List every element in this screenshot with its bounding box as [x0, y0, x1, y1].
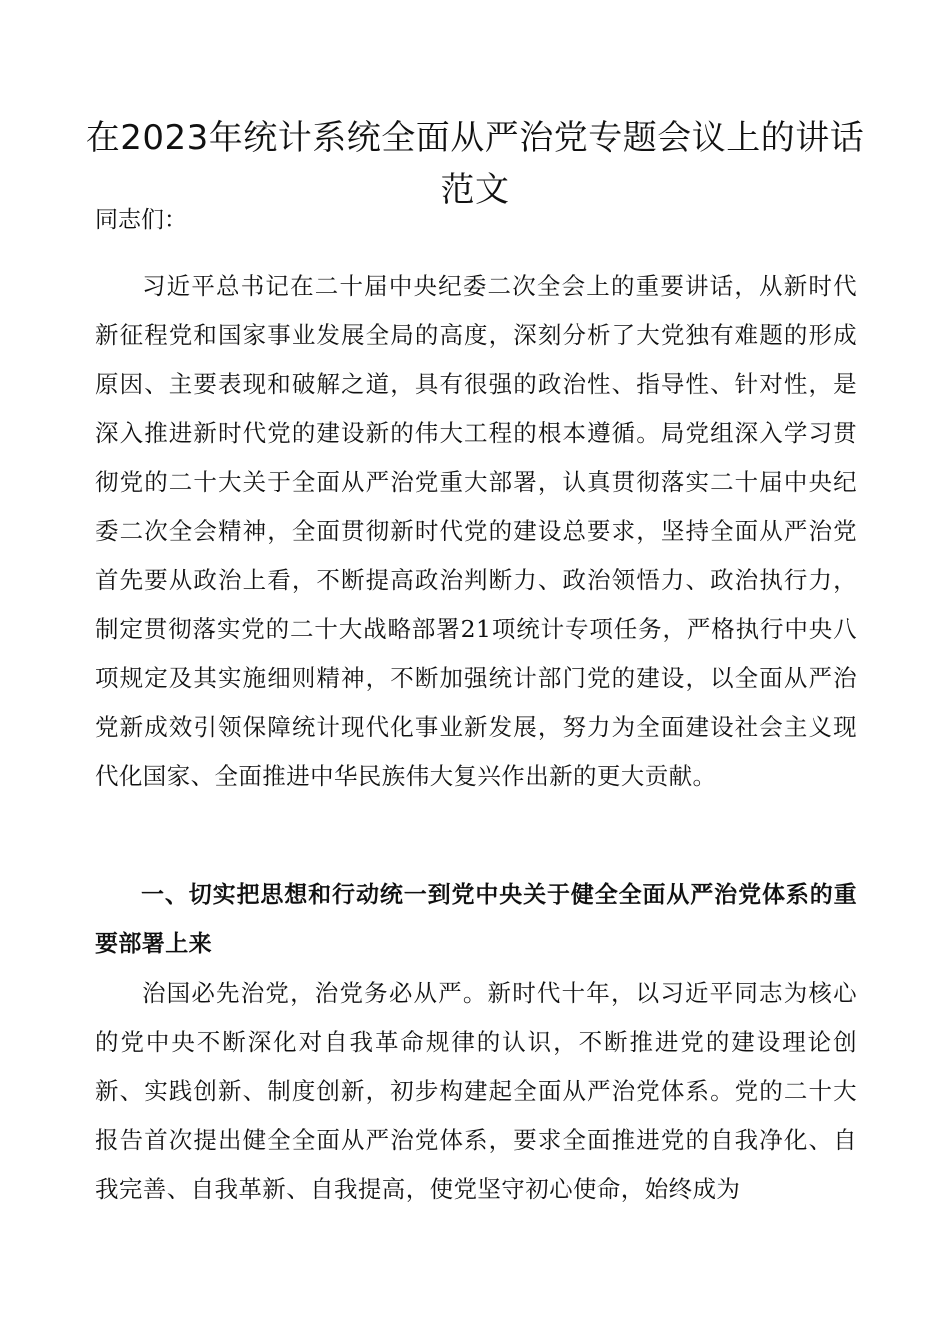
greeting: 同志们：: [95, 207, 187, 233]
document-title: 在2023年统计系统全面从严治党专题会议上的讲话范文: [85, 118, 865, 210]
paragraph-section-1: 治国必先治党，治党务必从严。新时代十年，以习近平同志为核心的党中央不断深化对自我革命规律的认识，不断推进党的建设理论创新、实践创新、制度创新，初步构建起全面从严治党体系。党的二十大报告首次提出健全全面从严治党体系，要求全面推进党的自我净化、自我完善、自我革新、自我提高，使党坚守初心使命，始终成为: [95, 979, 857, 1203]
paragraph-intro: 习近平总书记在二十届中央纪委二次全会上的重要讲话，从新时代新征程党和国家事业发展全局的高度，深刻分析了大党独有难题的形成原因、主要表现和破解之道，具有很强的政治性、指导性、针对性，是深入推进新时代党的建设新的伟大工程的根本遵循。局党组深入学习贯彻党的二十大关于全面从严治党重大部署，认真贯彻落实二十届中央纪委二次全会精神，全面贯彻新时代党的建设总要求，坚持全面从严治党首先要从政治上看，不断提高政治判断力、政治领悟力、政治执行力，制定贯彻落实党的二十大战略部署21项统计专项任务，严格执行中央八项规定及其实施细则精神，不断加强统计部门党的建设，以全面从严治党新成效引领保障统计现代化事业新发展，努力为全面建设社会主义现代化国家、全面推进中华民族伟大复兴作出新的更大贡献。: [95, 272, 857, 790]
section-heading-1: 一、切实把思想和行动统一到党中央关于健全全面从严治党体系的重要部署上来: [95, 882, 857, 957]
